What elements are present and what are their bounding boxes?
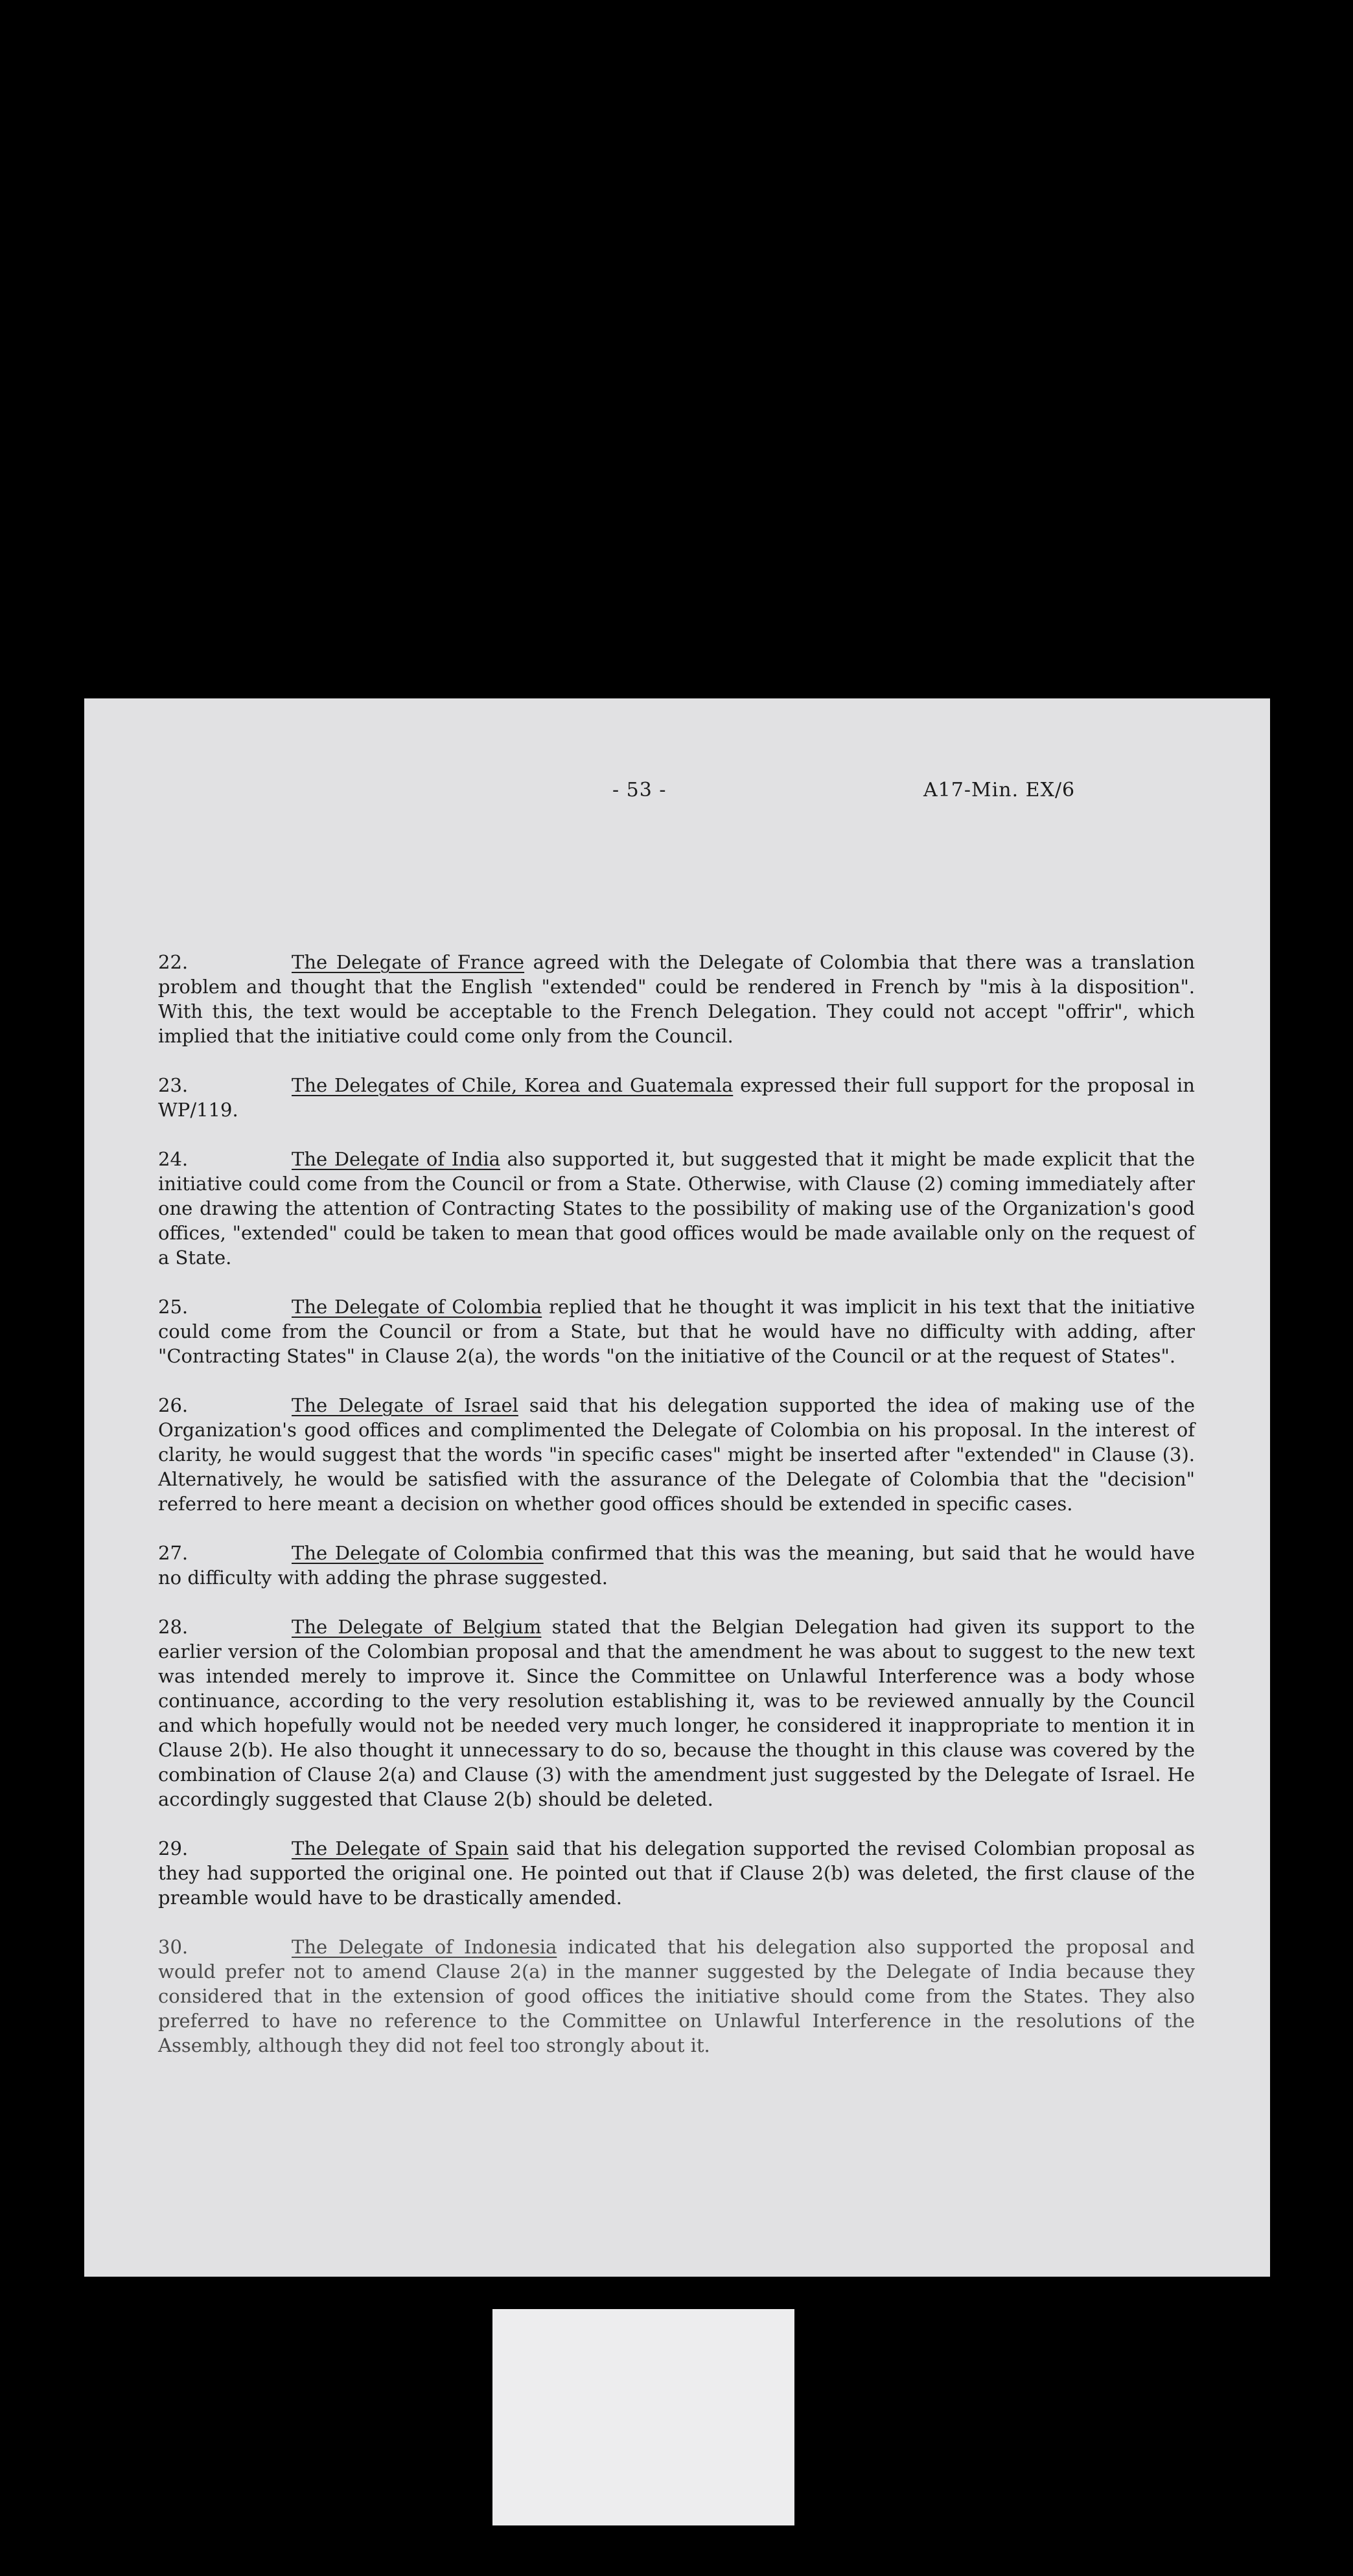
page-header (84, 779, 1270, 811)
speaker-name: The Delegate of Spain (292, 1837, 509, 1859)
paragraph-30 (158, 1935, 1195, 2058)
scanned-page (84, 698, 1270, 2277)
paragraph-25 (158, 1294, 1195, 1368)
paragraph-number: 23. (158, 1074, 189, 1096)
speaker-name: The Delegate of Belgium (292, 1616, 542, 1638)
paragraph-24 (158, 1147, 1195, 1270)
paragraph-text: expressed their full support for the proposal in WP/119. (158, 1074, 1195, 1121)
paragraph-text: stated that the Belgian Delegation had given its support to the earlier version of the Colombian proposal and that the amendment he was about to suggest to the new text was intended merely to improve it. Since the Committee on Unlawful Interference was a body whose continuance, according to the very resolution establishing it, was to be reviewed annually by the Council and which hopefully would not be needed very much longer, he considered it inappropriate to mention it in Clause 2(b). He also thought it unnecessary to do so, because the thought in this clause was covered by the combination of Clause 2(a) and Clause (3) with the amendment just suggested by the Delegate of Israel. He accordingly suggested that Clause 2(b) should be deleted. (158, 1616, 1196, 1810)
paragraph-22 (158, 950, 1195, 1048)
paragraph-number: 27. (158, 1542, 189, 1564)
paragraph-text: replied that he thought it was implicit in his text that the initiative could come from the Council or from a State, but that he would have no difficulty with adding, after "Contracting States" in Clause 2(a), the words "on the initiative of the Council or at the request of States". (158, 1296, 1195, 1367)
speaker-name: The Delegate of Colombia (292, 1296, 542, 1318)
document-reference: A17-Min. EX/6 (923, 779, 1076, 801)
paragraph-text: also supported it, but suggested that it might be made explicit that the initiative could come from the Council or from a State. Otherwise, with Clause (2) coming immediately after one drawing the attention of Contracting States to the possibility of making use of the Organization's good offices, "extended" could be taken to mean that good offices would be made available only on the request of a State. (158, 1148, 1196, 1269)
page-number: - 53 - (612, 779, 667, 801)
paragraph-number: 26. (158, 1394, 189, 1416)
paragraph-text: said that his delegation supported the revised Colombian proposal as they had supported the original one. He pointed out that if Clause 2(b) was deleted, the first clause of the preamble would have to be drastically amended. (158, 1837, 1195, 1909)
paragraph-number: 28. (158, 1616, 189, 1638)
paragraph-27 (158, 1541, 1195, 1590)
speaker-name: The Delegate of Colombia (292, 1542, 544, 1564)
paragraph-number: 30. (158, 1936, 189, 1958)
speaker-name: The Delegates of Chile, Korea and Guatemala (292, 1074, 734, 1096)
paragraph-23 (158, 1073, 1195, 1122)
paragraph-26 (158, 1393, 1195, 1516)
paragraph-number: 24. (158, 1148, 189, 1170)
paragraph-text: said that his delegation supported the idea of making use of the Organization's good offices and complimented the Delegate of Colombia on his proposal. In the interest of clarity, he would suggest that the words "in specific cases" might be inserted after "extended" in Clause (3). Alternatively, he would be satisfied with the assurance of the Delegate of Colombia that the "decision" referred to here meant a decision on whether good offices should be extended in specific cases. (158, 1394, 1195, 1515)
paragraph-29 (158, 1836, 1195, 1910)
paragraph-number: 29. (158, 1837, 189, 1859)
speaker-name: The Delegate of Israel (292, 1394, 518, 1416)
speaker-name: The Delegate of Indonesia (292, 1936, 557, 1958)
paragraph-text: indicated that his delegation also supported the proposal and would prefer not to amend Clause 2(a) in the manner suggested by the Delegate of India because they considered that in the extension of good offices the initiative should come from the States. They also preferred to have no reference to the Committee on Unlawful Interference in the resolutions of the Assembly, although they did not feel too strongly about it. (158, 1936, 1195, 2056)
paragraph-text: confirmed that this was the meaning, but said that he would have no difficulty with adding the phrase suggested. (158, 1542, 1196, 1589)
speaker-name: The Delegate of India (292, 1148, 500, 1170)
paragraph-28 (158, 1615, 1195, 1811)
paragraph-number: 25. (158, 1296, 189, 1318)
paragraph-number: 22. (158, 951, 189, 973)
paragraph-text: agreed with the Delegate of Colombia that there was a translation problem and thought that the English "extended" could be rendered in French by "mis à la disposition". With this, the text would be acceptable to the French Delegation. They could not accept "offrir", which implied that the initiative could come only from the Council. (158, 951, 1195, 1047)
minutes-body (158, 950, 1195, 2082)
blank-target-card (492, 2309, 794, 2525)
speaker-name: The Delegate of France (292, 951, 525, 973)
